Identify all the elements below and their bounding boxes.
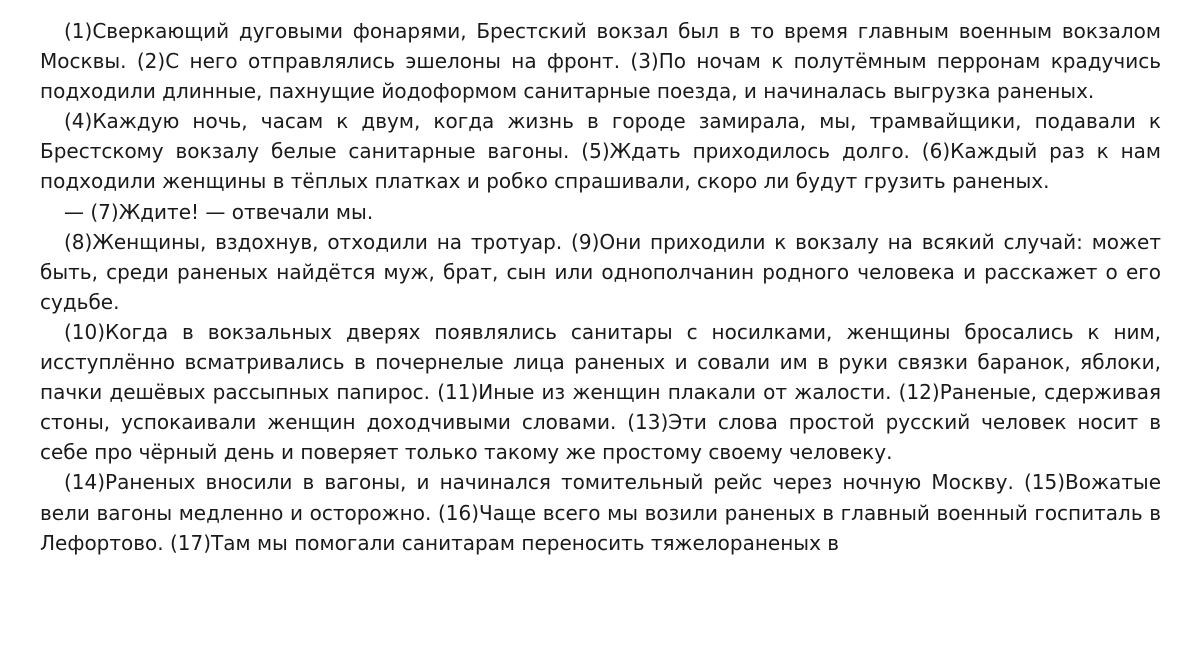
document-text: [40, 16, 1161, 558]
paragraph-5: (10)Когда в вокзальных дверях появлялись санитары с носилками, женщины бросались к ним, исступлённо всматривались в почернелые лица раненых и совали им в руки связки баранок, яблоки, пачки дешёвых рассыпных папирос. (11)Иные из женщин плакали от жалости. (12)Раненые, сдерживая стоны, успокаивали женщин доходчивыми словами. (13)Эти слова простой русский человек носит в себе про чёрный день и поверяет только такому же простому своему человеку.: [40, 319, 1161, 465]
paragraph-2: (4)Каждую ночь, часам к двум, когда жизнь в городе замирала, мы, трамвайщики, подавали к Брестскому вокзалу белые санитарные вагоны. (5)Ждать приходилось долго. (6)Каждый раз к нам подходили женщины в тёплых платках и робко спрашивали, скоро ли будут грузить раненых.: [40, 109, 1161, 194]
paragraph-1: (1)Сверкающий дуговыми фонарями, Брестский вокзал был в то время главным военным вокзалом Москвы. (2)С него отправлялись эшелоны на фронт. (3)По ночам к полутёмным перронам крадучись подходили длинные, пахнущие йодоформом санитарные поезда, и начиналась выгрузка раненых.: [40, 19, 1161, 104]
paragraph-3: — (7)Ждите! — отвечали мы.: [64, 199, 374, 224]
paragraph-4: (8)Женщины, вздохнув, отходили на тротуар. (9)Они приходили к вокзалу на всякий случай: может быть, среди раненых найдётся муж, брат, сын или однополчанин родного человека и расскажет о его судьбе.: [40, 229, 1161, 314]
paragraph-6: (14)Раненых вносили в вагоны, и начинался томительный рейс через ночную Москву. (15)Вожатые вели вагоны медленно и осторожно. (16)Чаще всего мы возили раненых в главный военный госпиталь в Лефортово. (17)Там мы помогали санитарам переносить тяжелораненых в: [40, 470, 1161, 555]
